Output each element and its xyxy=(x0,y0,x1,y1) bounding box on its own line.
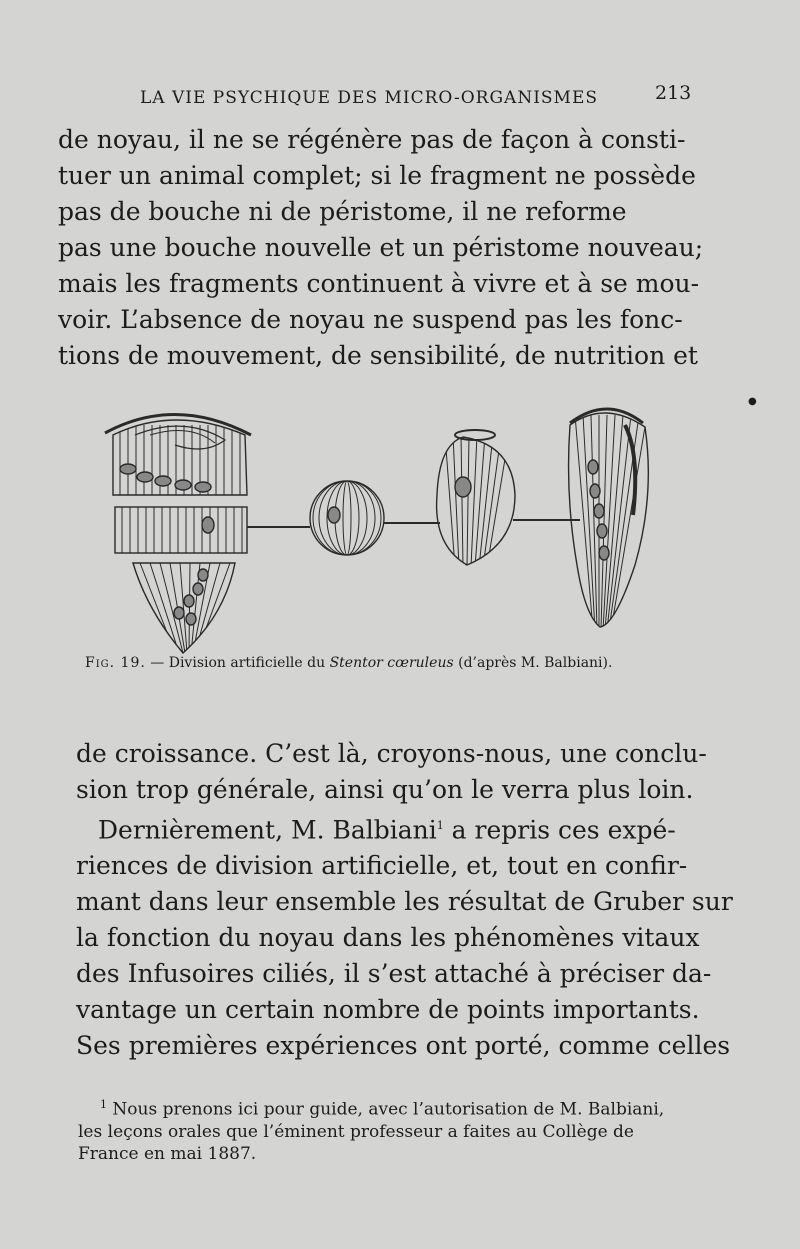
footnote-line: France en mai 1887. xyxy=(78,1143,257,1164)
caption-source: (d’après M. Balbiani). xyxy=(453,655,613,671)
posterior-fragment xyxy=(133,563,235,653)
footnote-mark: 1 xyxy=(100,1098,107,1111)
middle-fragment xyxy=(115,507,247,553)
footnote-line xyxy=(78,1094,718,1121)
text-line: pas de bouche ni de péristome, il ne reforme xyxy=(58,197,627,226)
footnote xyxy=(78,1094,718,1165)
text-line: mais les fragments continuent à vivre et à se mou- xyxy=(58,269,700,298)
text-line: sion trop générale, ainsi qu’on le verra plus loin. xyxy=(76,775,694,804)
regenerating-fragment xyxy=(437,430,515,567)
footnote-reference[interactable]: 1 xyxy=(436,819,444,832)
text-line: mant dans leur ensemble les résultat de Gruber sur xyxy=(76,887,733,917)
text-fragment: Dernièrement, M. Balbiani xyxy=(98,815,437,845)
text-line: tuer un animal complet; si le fragment ne possède xyxy=(58,161,696,190)
running-title: LA VIE PSYCHIQUE DES MICRO-ORGANISMES xyxy=(140,88,599,108)
text-fragment: a repris ces expé- xyxy=(443,815,676,845)
figure-caption xyxy=(85,655,695,671)
footnote-line: les leçons orales que l’éminent professeur a faites au Collège de xyxy=(78,1121,634,1142)
caption-text: — Division artificielle du xyxy=(145,655,330,671)
paragraph-2 xyxy=(76,736,733,1064)
caption-species: Stentor cœruleus xyxy=(329,655,454,671)
paragraph-1 xyxy=(58,122,704,374)
regenerated-stentor xyxy=(569,409,649,630)
text-line: tions de mouvement, de sensibilité, de nutrition et xyxy=(58,341,698,370)
footnote-text: Nous prenons ici pour guide, avec l’autorisation de M. Balbiani, xyxy=(107,1099,665,1120)
text-line: riences de division artificielle, et, tout en confir- xyxy=(76,851,688,881)
print-speck: ● xyxy=(748,396,757,407)
text-line: de noyau, il ne se régénère pas de façon à consti- xyxy=(58,125,686,154)
text-line: voir. L’absence de noyau ne suspend pas les fonc- xyxy=(58,305,683,334)
stentor-division-illustration xyxy=(95,395,675,660)
text-line: la fonction du noyau dans les phénomènes vitaux xyxy=(76,923,700,953)
text-line: vantage un certain nombre de points importants. xyxy=(76,995,700,1025)
text-line: pas une bouche nouvelle et un péristome nouveau; xyxy=(58,233,704,262)
spherical-fragment xyxy=(310,481,384,555)
figure-label: Fig. 19. xyxy=(85,655,146,671)
page-number: 213 xyxy=(655,82,692,104)
text-line: Ses premières expériences ont porté, comme celles xyxy=(76,1031,731,1061)
anterior-fragment xyxy=(105,414,251,495)
text-line: de croissance. C’est là, croyons-nous, une conclu- xyxy=(76,739,707,768)
text-line xyxy=(76,808,708,848)
text-line: des Infusoires ciliés, il s’est attaché à préciser da- xyxy=(76,959,712,989)
